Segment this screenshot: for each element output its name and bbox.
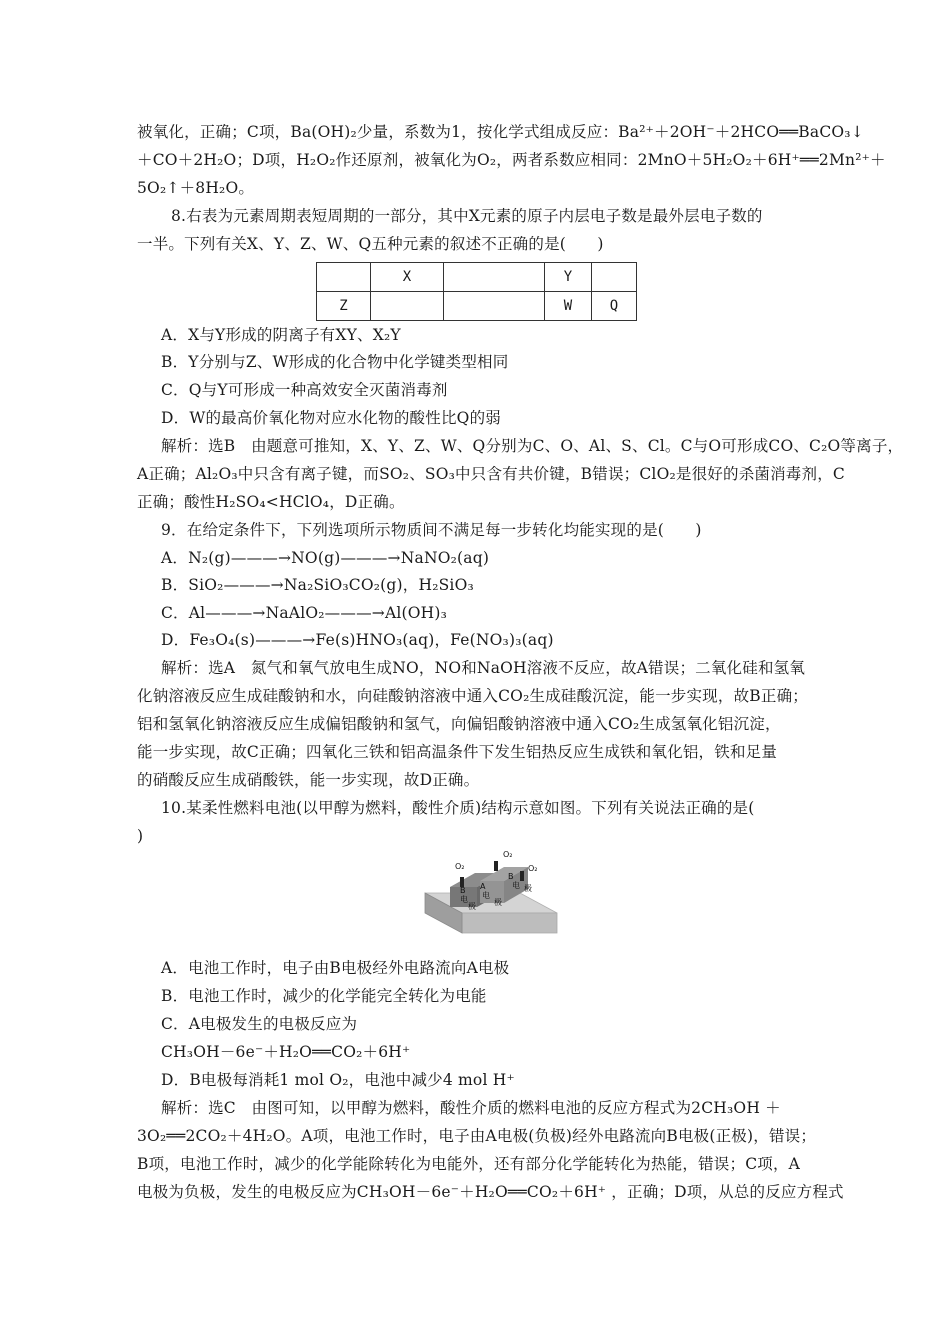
table-cell: Q bbox=[592, 292, 637, 321]
electrode-label: 电 bbox=[482, 891, 490, 900]
analysis-line: 解析：选B 由题意可推知，X、Y、Z、W、Q分别为C、O、Al、S、Cl。C与O可形成CO、C₂O等离子， bbox=[161, 437, 904, 455]
option-c: C．A电极发生的电极反应为 bbox=[161, 1015, 358, 1033]
o2-label: O₂ bbox=[503, 850, 513, 859]
electrode-label: B bbox=[460, 886, 466, 895]
table-cell: Y bbox=[545, 263, 592, 292]
option-c: C．Q与Y可形成一种高效安全灭菌消毒剂 bbox=[161, 381, 448, 399]
table-row bbox=[317, 263, 637, 292]
option-d: D．B电极每消耗1 mol O₂，电池中减少4 mol H⁺ bbox=[161, 1071, 515, 1089]
table-cell bbox=[371, 292, 444, 321]
question-8-stem: 8.右表为元素周期表短周期的一部分，其中X元素的原子内层电子数是最外层电子数的 bbox=[171, 207, 763, 225]
electrode-label: 极 bbox=[468, 902, 476, 911]
question-10-stem: 10.某柔性燃料电池(以甲醇为燃料，酸性介质)结构示意如图。下列有关说法正确的是( bbox=[161, 799, 755, 817]
option-a: A．电池工作时，电子由B电极经外电路流向A电极 bbox=[161, 959, 510, 977]
table-cell bbox=[317, 263, 371, 292]
option-b: B．电池工作时，减少的化学能完全转化为电能 bbox=[161, 987, 487, 1005]
analysis-line: 解析：选C 由图可知，以甲醇为燃料，酸性介质的燃料电池的反应方程式为2CH₃OH ＋ bbox=[161, 1099, 781, 1117]
o2-label: O₂ bbox=[528, 864, 538, 873]
electrode-label: A bbox=[480, 882, 486, 891]
option-b: B．SiO₂———→Na₂SiO₃CO₂(g)，H₂SiO₃ bbox=[161, 576, 474, 594]
text-line: 被氧化，正确；C项，Ba(OH)₂少量，系数为1，按化学式组成反应：Ba²⁺＋2OH⁻＋2HCO══BaCO₃↓ bbox=[137, 123, 864, 141]
equation-line: CH₃OH－6e⁻＋H₂O══CO₂＋6H⁺ bbox=[161, 1043, 411, 1061]
electrode-label: 电 bbox=[512, 881, 520, 890]
analysis-line: 的硝酸反应生成硝酸铁，能一步实现，故D正确。 bbox=[137, 771, 480, 789]
analysis-line: 能一步实现，故C正确；四氧化三铁和铝高温条件下发生铝热反应生成铁和氧化铝，铁和足量 bbox=[137, 743, 778, 761]
option-d: D．W的最高价氧化物对应水化物的酸性比Q的弱 bbox=[161, 409, 501, 427]
table-row bbox=[317, 292, 637, 321]
question-9-stem: 9．在给定条件下，下列选项所示物质间不满足每一步转化均能实现的是( ) bbox=[161, 521, 702, 539]
electrode-label: 极 bbox=[494, 898, 502, 907]
periodic-table-fragment bbox=[316, 262, 637, 321]
table-cell bbox=[592, 263, 637, 292]
electrode-label: 极 bbox=[524, 884, 532, 893]
analysis-line: B项，电池工作时，减少的化学能除转化为电能外，还有部分化学能转化为热能，错误；C项，A bbox=[137, 1155, 801, 1173]
table-cell bbox=[444, 292, 545, 321]
question-10-stem: ) bbox=[137, 827, 144, 845]
option-b: B．Y分别与Z、W形成的化合物中化学键类型相同 bbox=[161, 353, 509, 371]
electrode-label: B bbox=[508, 872, 514, 881]
text-line: ＋CO＋2H₂O；D项，H₂O₂作还原剂，被氧化为O₂，两者系数应相同：2MnO＋5H₂O₂＋6H⁺══2Mn²⁺＋ bbox=[137, 151, 886, 169]
text-line: 5O₂↑＋8H₂O。 bbox=[137, 179, 255, 197]
o2-label: O₂ bbox=[455, 862, 465, 871]
analysis-line: 解析：选A 氮气和氧气放电生成NO，NO和NaOH溶液不反应，故A错误；二氧化硅和氢氧 bbox=[161, 659, 806, 677]
option-d: D．Fe₃O₄(s)———→Fe(s)HNO₃(aq)，Fe(NO₃)₃(aq) bbox=[161, 631, 554, 649]
table-cell: Z bbox=[317, 292, 371, 321]
analysis-line: 化钠溶液反应生成硅酸钠和水，向硅酸钠溶液中通入CO₂生成硅酸沉淀，能一步实现，故B正确； bbox=[137, 687, 808, 705]
option-a: A．X与Y形成的阴离子有XY、X₂Y bbox=[161, 326, 401, 344]
table-cell bbox=[444, 263, 545, 292]
analysis-line: A正确；Al₂O₃中只含有离子键，而SO₂、SO₃中只含有共价键，B错误；ClO₂是很好的杀菌消毒剂，C bbox=[137, 465, 845, 483]
option-c: C．Al———→NaAlO₂———→Al(OH)₃ bbox=[161, 604, 448, 622]
table-cell: X bbox=[371, 263, 444, 292]
option-a: A．N₂(g)———→NO(g)———→NaNO₂(aq) bbox=[161, 549, 490, 567]
fuel-cell-diagram bbox=[420, 845, 560, 945]
analysis-line: 正确；酸性H₂SO₄<HClO₄，D正确。 bbox=[137, 493, 405, 511]
table-cell: W bbox=[545, 292, 592, 321]
electrode-label: 电 bbox=[460, 895, 468, 904]
analysis-line: 铝和氢氧化钠溶液反应生成偏铝酸钠和氢气，向偏铝酸钠溶液中通入CO₂生成氢氧化铝沉淀， bbox=[137, 715, 781, 733]
analysis-line: 3O₂══2CO₂＋4H₂O。A项，电池工作时，电子由A电极(负极)经外电路流向B电极(正极)，错误； bbox=[137, 1127, 817, 1145]
analysis-line: 电极为负极，发生的电极反应为CH₃OH－6e⁻＋H₂O══CO₂＋6H⁺ ，正确；D项，从总的反应方程式 bbox=[137, 1183, 844, 1201]
question-8-stem: 一半。下列有关X、Y、Z、W、Q五种元素的叙述不正确的是( ) bbox=[137, 235, 604, 253]
